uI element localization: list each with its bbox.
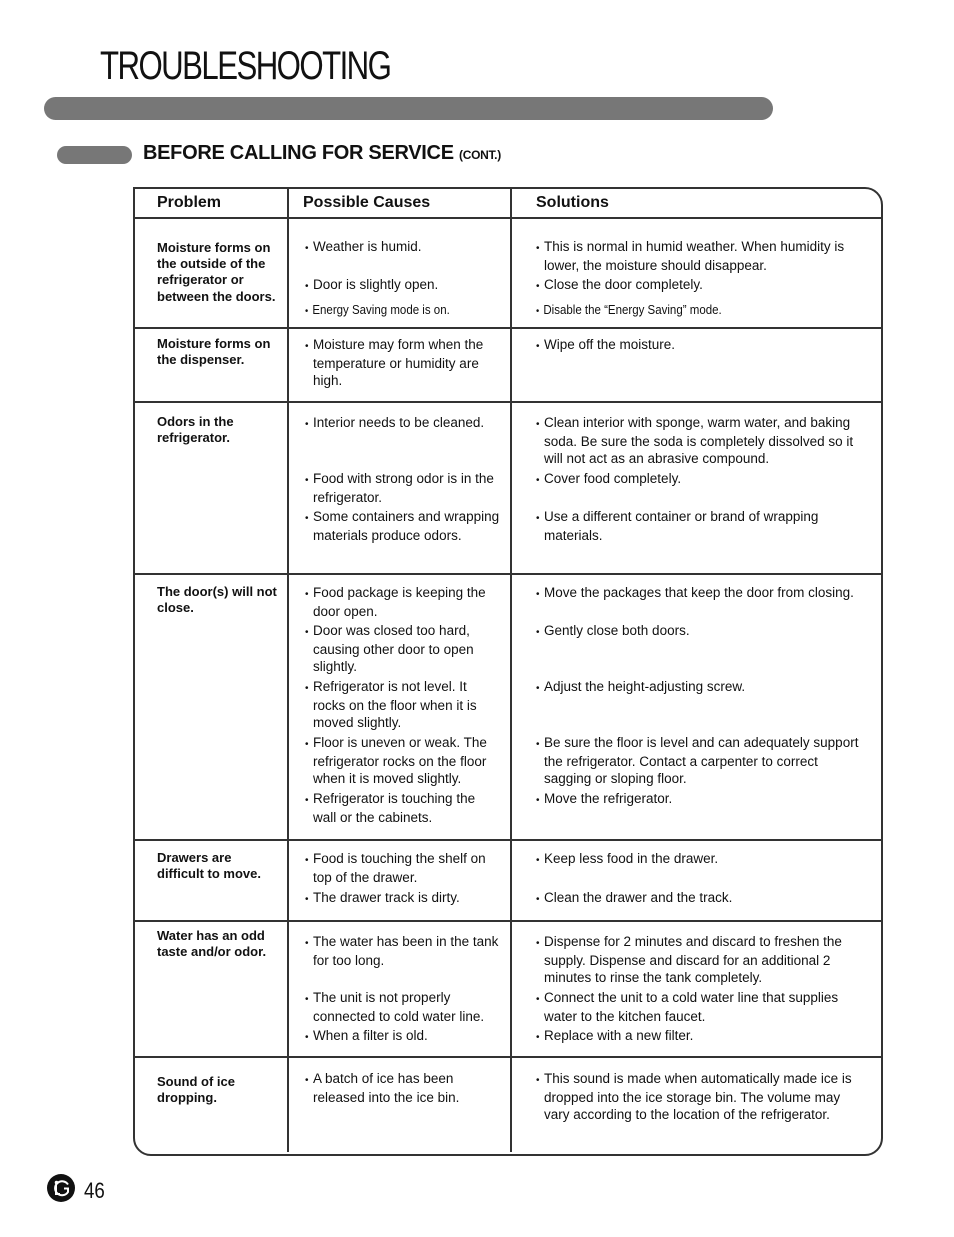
solution-text: Clean the drawer and the track. (544, 890, 733, 905)
cause-item (305, 508, 502, 544)
cause-item (305, 336, 502, 390)
solution-text: Move the packages that keep the door from closing. (544, 585, 854, 600)
cause-item (305, 889, 502, 908)
solution-item (536, 734, 867, 788)
solution-text: Cover food completely. (544, 471, 682, 486)
troubleshooting-table (133, 187, 883, 1156)
solution-text: Gently close both doors. (544, 623, 690, 638)
cause-text: Door is slightly open. (313, 277, 439, 292)
cause-text: When a filter is old. (313, 1028, 428, 1043)
solution-item (536, 470, 867, 489)
page-number: 46 (84, 1178, 105, 1203)
problem-text: Drawers are difficult to move. (157, 850, 261, 882)
solution-item (536, 622, 867, 641)
solution-text: Be sure the floor is level and can adequately support the refrigerator. Contact a carpenter to correct sagging or sloping floor. (544, 735, 859, 787)
table-header-row (135, 189, 881, 218)
cause-text: Floor is uneven or weak. The refrigerator rocks on the floor when it is moved slightly. (313, 735, 487, 787)
solution-item (536, 238, 867, 274)
cause-item (305, 678, 502, 732)
table-body (135, 218, 881, 1152)
cause-text: Food is touching the shelf on top of the drawer. (313, 851, 486, 886)
solution-text: Keep less food in the drawer. (544, 851, 719, 866)
solution-text: This is normal in humid weather. When humidity is lower, the moisture should disappear. (544, 239, 845, 274)
table-row (135, 921, 881, 1057)
solutions-cell (511, 574, 881, 840)
problem-text: Odors in the refrigerator. (157, 414, 234, 446)
solution-text: Dispense for 2 minutes and discard to freshen the supply. Dispense and discard for an additional 2 minutes to rinse the tank completely. (544, 934, 842, 986)
problem-text: The door(s) will not close. (157, 584, 277, 616)
cause-item (305, 1027, 502, 1046)
cause-text: Energy Saving mode is on. (312, 303, 450, 317)
lg-logo-icon (46, 1173, 76, 1203)
problem-text: Moisture forms on the outside of the refrigerator or between the doors. (157, 240, 276, 304)
section-pill-decoration (57, 146, 132, 164)
cause-text: Door was closed too hard, causing other door to open slightly. (313, 623, 474, 675)
solution-text: Replace with a new filter. (544, 1028, 694, 1043)
cause-item (305, 989, 502, 1025)
page-title: TROUBLESHOOTING (100, 44, 391, 88)
cause-item (305, 276, 502, 295)
problem-text: Water has an odd taste and/or odor. (157, 928, 267, 960)
cause-text: Refrigerator is not level. It rocks on the floor when it is moved slightly. (313, 679, 477, 731)
cause-text: Interior needs to be cleaned. (313, 415, 485, 430)
solutions-cell (511, 402, 881, 574)
cause-item (305, 584, 502, 620)
column-header-solutions: Solutions (511, 189, 881, 218)
cause-item (305, 933, 502, 969)
section-title-text: BEFORE CALLING FOR SERVICE (143, 142, 454, 164)
problem-cell (135, 840, 288, 921)
solution-text: Move the refrigerator. (544, 791, 673, 806)
solution-item (536, 790, 867, 809)
problem-text: Sound of ice dropping. (157, 1074, 235, 1106)
cause-text: The drawer track is dirty. (313, 890, 460, 905)
solution-text: Close the door completely. (544, 277, 703, 292)
solution-item (536, 1070, 867, 1124)
causes-cell (288, 1057, 511, 1152)
table-row (135, 1057, 881, 1152)
solution-item (536, 336, 867, 355)
solution-item (536, 584, 867, 603)
solutions-cell (511, 328, 881, 402)
cause-text: Some containers and wrapping materials produce odors. (313, 509, 500, 544)
section-title-suffix: (CONT.) (459, 148, 501, 162)
cause-text: Moisture may form when the temperature or humidity are high. (313, 337, 484, 389)
solutions-cell (511, 840, 881, 921)
cause-item (305, 1070, 502, 1106)
solution-item (536, 302, 841, 320)
causes-cell (288, 218, 511, 328)
title-bar-decoration (44, 97, 773, 120)
solution-text: Clean interior with sponge, warm water, and baking soda. Be sure the soda is completely dissolved so it will not act as an abrasive compound. (544, 415, 854, 467)
causes-cell (288, 402, 511, 574)
cause-text: The unit is not properly connected to cold water line. (313, 990, 485, 1025)
table-row (135, 402, 881, 574)
solutions-cell (511, 921, 881, 1057)
problem-cell (135, 921, 288, 1057)
table-row (135, 328, 881, 402)
column-header-causes: Possible Causes (288, 189, 511, 218)
cause-text: A batch of ice has been released into the ice bin. (313, 1071, 460, 1106)
cause-item (305, 414, 502, 433)
causes-cell (288, 328, 511, 402)
solution-item (536, 414, 867, 468)
section-title (143, 142, 501, 165)
solution-item (536, 933, 867, 987)
problem-cell (135, 328, 288, 402)
cause-text: Refrigerator is touching the wall or the cabinets. (313, 791, 476, 826)
solutions-cell (511, 218, 881, 328)
solutions-cell (511, 1057, 881, 1152)
table-row (135, 218, 881, 328)
table-row (135, 574, 881, 840)
cause-item (305, 790, 502, 826)
cause-item (305, 238, 502, 257)
solution-item (536, 678, 867, 697)
solution-item (536, 276, 867, 295)
causes-cell (288, 574, 511, 840)
cause-item (305, 622, 502, 676)
solution-text: Use a different container or brand of wrapping materials. (544, 509, 819, 544)
solution-text: Disable the “Energy Saving” mode. (543, 303, 722, 317)
problem-cell (135, 218, 288, 328)
causes-cell (288, 840, 511, 921)
cause-text: The water has been in the tank for too long. (313, 934, 499, 969)
problem-text: Moisture forms on the dispenser. (157, 336, 271, 368)
solution-item (536, 1027, 867, 1046)
solution-text: Wipe off the moisture. (544, 337, 676, 352)
cause-text: Food with strong odor is in the refrigerator. (313, 471, 494, 506)
solution-item (536, 989, 867, 1025)
problem-cell (135, 574, 288, 840)
problem-cell (135, 402, 288, 574)
cause-text: Food package is keeping the door open. (313, 585, 486, 620)
cause-text: Weather is humid. (313, 239, 422, 254)
solution-item (536, 889, 867, 908)
causes-cell (288, 921, 511, 1057)
cause-item (305, 850, 502, 886)
solution-item (536, 508, 867, 544)
cause-item (305, 470, 502, 506)
solution-text: This sound is made when automatically made ice is dropped into the ice storage bin. The volume may vary according to the location of the refrigerator. (544, 1071, 852, 1123)
cause-item (305, 734, 502, 788)
column-header-problem: Problem (135, 189, 288, 218)
problem-cell (135, 1057, 288, 1152)
solution-text: Connect the unit to a cold water line that supplies water to the kitchen faucet. (544, 990, 839, 1025)
table-row (135, 840, 881, 921)
solution-item (536, 850, 867, 869)
solution-text: Adjust the height-adjusting screw. (544, 679, 746, 694)
cause-item (305, 302, 486, 320)
